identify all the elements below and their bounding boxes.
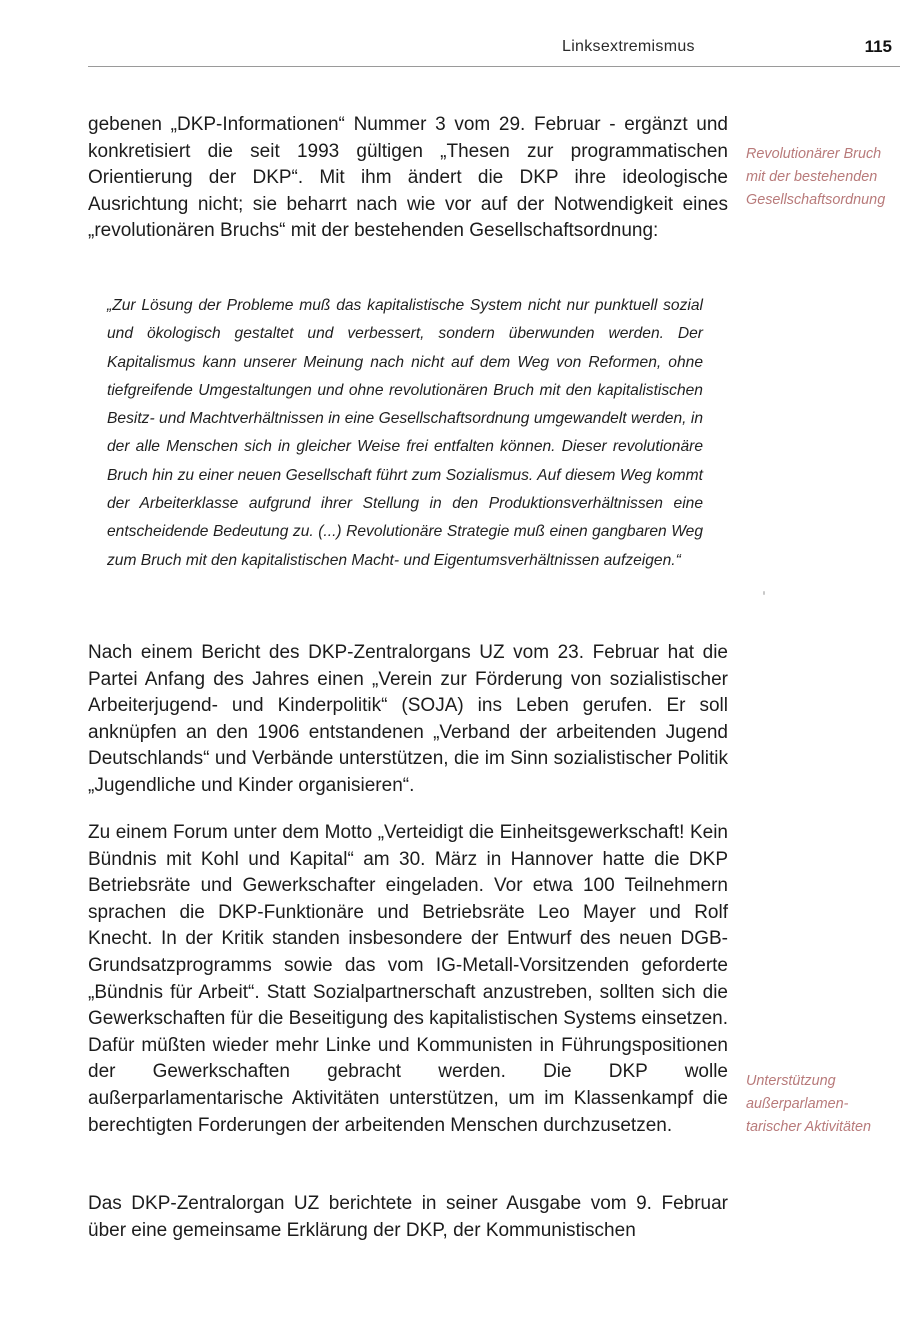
body-paragraph-1: gebenen „DKP-Informationen“ Nummer 3 vom 29. Februar - ergänzt und konkretisiert die seit 1993 gültigen „Thesen zur programmatischen Orientierung der DKP“. Mit ihm ändert die DKP ihre ideologische Ausrichtung nicht; sie beharrt nach wie vor auf der Notwendigkeit eines „revolutionären Bruchs“ mit der bestehenden Gesellschaftsordnung:	[88, 114, 728, 242]
body-paragraph-3-container	[88, 820, 728, 1139]
body-paragraph-4-container	[88, 1191, 728, 1244]
body-paragraph-3: Zu einem Forum unter dem Motto „Verteidigt die Einheitsgewerkschaft! Kein Bündnis mit Kohl und Kapital“ am 30. März in Hannover hatte die DKP Betriebsräte und Gewerkschafter eingeladen. Vor etwa 100 Teilnehmern sprachen die DKP-Funktionäre und Betriebsräte Leo Mayer und Rolf Knecht. In der Kritik standen insbesondere der Entwurf des neuen DGB-Grundsatzprogramms sowie das vom IG-Metall-Vorsitzenden geforderte „Bündnis für Arbeit“. Statt Sozialpartnerschaft anzustreben, sollten sich die Gewerkschaften für die Beseitigung des kapitalistischen Systems einsetzen. Dafür müßten wieder mehr Linke und Kommunisten in Führungspositionen der Gewerkschaften gebracht werden. Die DKP wolle außerparlamentarische Aktivitäten unterstützen, um im Klassenkampf die berechtigten Forderungen der arbeitenden Menschen durchzusetzen.	[88, 822, 728, 1136]
body-paragraph-2: Nach einem Bericht des DKP-Zentralorgans UZ vom 23. Februar hat die Partei Anfang des Jahres einen „Verein zur Förderung von sozialistischer Arbeiterjugend- und Kinderpolitik“ (SOJA) ins Leben gerufen. Er soll anknüpfen an den 1906 entstandenen „Verband der arbeitenden Jugend Deutschlands“ und Verbände unterstützen, die im Sinn sozialistischer Politik „Jugendliche und Kinder organisieren“.	[88, 642, 728, 796]
body-paragraph-2-container	[88, 640, 728, 800]
scan-speck	[763, 591, 765, 595]
margin-note-extraparliamentary-support: Unterstützung außerparlamentarischer Aktivitäten	[746, 1073, 872, 1135]
margin-note-revolutionary-break: Revolutionärer Bruch mit der bestehenden Gesellschaftsordnung	[746, 146, 886, 208]
body-paragraph-1-container	[88, 112, 728, 245]
block-quote: „Zur Lösung der Probleme muß das kapitalistische System nicht nur punktuell sozial und ökologisch gestaltet und verbessert, sondern überwunden werden. Der Kapitalismus kann unserer Meinung nach nicht auf dem Weg von Reformen, ohne tiefgreifende Umgestaltungen und ohne revolutionären Bruch mit den kapitalistischen Besitz- und Machtverhältnissen in eine Gesellschaftsordnung umgewandelt werden, in der alle Menschen sich in gleicher Weise frei entfalten können. Dieser revolutionäre Bruch hin zu einer neuen Gesellschaft führt zum Sozialismus. Auf diesem Weg kommt der Arbeiterklasse aufgrund ihrer Stellung in den Produktionsverhältnissen eine entscheidende Bedeutung zu. (...) Revolutionäre Strategie muß einen gangbaren Weg zum Bruch mit den kapitalistischen Macht- und Eigentumsverhältnissen aufzeigen.“	[107, 297, 703, 569]
body-paragraph-4: Das DKP-Zentralorgan UZ berichtete in seiner Ausgabe vom 9. Februar über eine gemeinsame Erklärung der DKP, der Kommunistischen	[88, 1193, 728, 1241]
page-number: 115	[864, 37, 892, 56]
header-divider	[88, 66, 900, 67]
running-header-title: Linksextremismus	[562, 38, 695, 55]
